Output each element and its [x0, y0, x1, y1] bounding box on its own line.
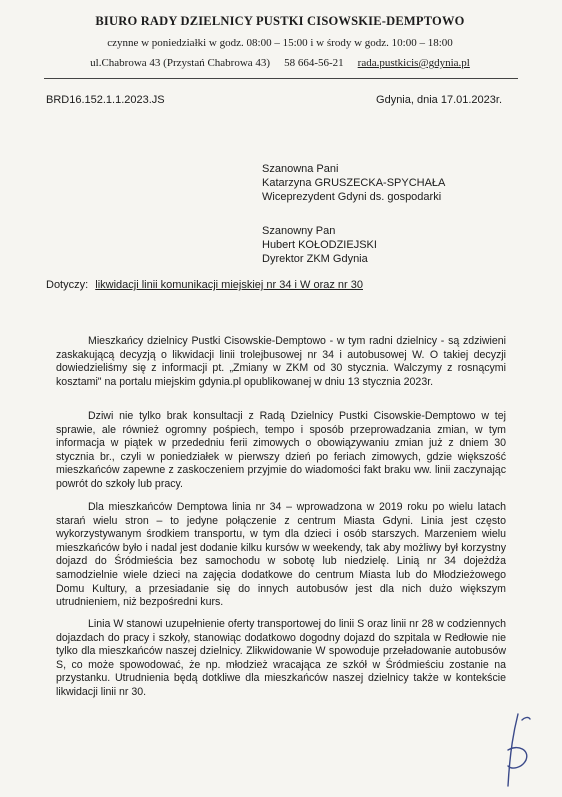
reference-number: BRD16.152.1.1.2023.JS	[46, 94, 165, 106]
addressee-salutation: Szanowny Pan	[262, 225, 336, 237]
office-hours: czynne w poniedziałki w godz. 08:00 – 15:00 i w środy w godz. 10:00 – 18:00	[107, 37, 453, 49]
place-date: Gdynia, dnia 17.01.2023r.	[376, 94, 502, 106]
addressee-block-1	[262, 162, 445, 204]
addressee-block-2	[262, 224, 377, 266]
body-paragraph-2: Dziwi nie tylko brak konsultacji z Radą Dzielnicy Pustki Cisowskie-Demptowo w tej sprawie, ale również ogromny pośpiech, tempo i sposób przeprowadzania zmian, w tym informacja w piątek w przededniu ferii zimowych o obowiązywaniu zmian już z dniem 30 stycznia br., czyli w poniedziałek w pierwszy dzień po feriach zimowych, gdzie większość mieszkańców zapewne z zaskoczeniem przyjmie do wiadomości fakt braku ww. linii zaczynając powrót do szkoły lub pracy.	[56, 410, 506, 490]
handwritten-signature	[496, 710, 536, 790]
addressee-salutation: Szanowna Pani	[262, 163, 339, 175]
subject-text: likwidacji linii komunikacji miejskiej nr 34 i W oraz nr 30	[95, 279, 363, 291]
body-paragraph-3: Dla mieszkańców Demptowa linia nr 34 – wprowadzona w 2019 roku po wielu latach starań wielu stron – to jedyne połączenie z centrum Miasta Gdyni. Linia jest często wykorzystywanym środkiem transportu, w tym dla dzieci i osób starszych. Marzeniem wielu mieszkańców było i nadal jest dodanie kilku kursów w weekendy, tak aby możliwy był korzystny dojazd do Śródmieścia bez samochodu w sobotę lub niedzielę. Linią nr 34 dojeżdża samodzielnie wiele dzieci na zajęcia dodatkowe do centrum Miasta lub do Młodzieżowego Domu Kultury, a przesiadanie się do innych autobusów jest dla nich dużo większym utrudnieniem, niż bezpośredni kurs.	[56, 501, 506, 609]
addressee-name: Katarzyna GRUSZECKA-SPYCHAŁA	[262, 177, 446, 189]
addressee-role: Wiceprezydent Gdyni ds. gospodarki	[262, 191, 442, 203]
contact-line	[40, 57, 520, 69]
letterhead	[40, 12, 520, 69]
office-email[interactable]: rada.pustkicis@gdynia.pl	[357, 57, 470, 69]
office-address: ul.Chabrowa 43 (Przystań Chabrowa 43)	[90, 57, 271, 69]
addressee-name: Hubert KOŁODZIEJSKI	[262, 239, 377, 251]
addressee-role: Dyrektor ZKM Gdynia	[262, 253, 368, 265]
letterhead-title: BIURO RADY DZIELNICY PUSTKI CISOWSKIE-DEMPTOWO	[95, 14, 465, 28]
body-paragraph-4: Linia W stanowi uzupełnienie oferty transportowej do linii S oraz linii nr 28 w codziennych dojazdach do pracy i szkoły, stanowiąc dodatkowo dogodny dojazd do szpitala w Redłowie nie tylko dla mieszkańców naszej dzielnicy. Zlikwidowanie W spowoduje przeładowanie autobusów S, co może spowodować, że np. młodzież wracająca ze szkół w Śródmieściu zostanie na przystanku. Utrudnienia będą dotkliwe dla mieszkańców naszej dzielnicy także w kontekście likwidacji linii nr 30.	[56, 618, 506, 698]
subject-line	[46, 279, 363, 291]
body-paragraph-1: Mieszkańcy dzielnicy Pustki Cisowskie-Demptowo - w tym radni dzielnicy - są zdziwieni zaskakującą decyzją o likwidacji linii trolejbusowej nr 34 i autobusowej W. O takiej decyzji dowiedzieliśmy się z informacji pt. „Zmiany w ZKM od 30 stycznia. Walczymy z rosnącymi kosztami" na portalu miejskim gdynia.pl opublikowanej w dniu 13 stycznia 2023r.	[56, 335, 506, 388]
letterhead-divider	[44, 78, 518, 79]
office-phone: 58 664-56-21	[284, 57, 344, 69]
subject-label: Dotyczy:	[46, 279, 89, 291]
